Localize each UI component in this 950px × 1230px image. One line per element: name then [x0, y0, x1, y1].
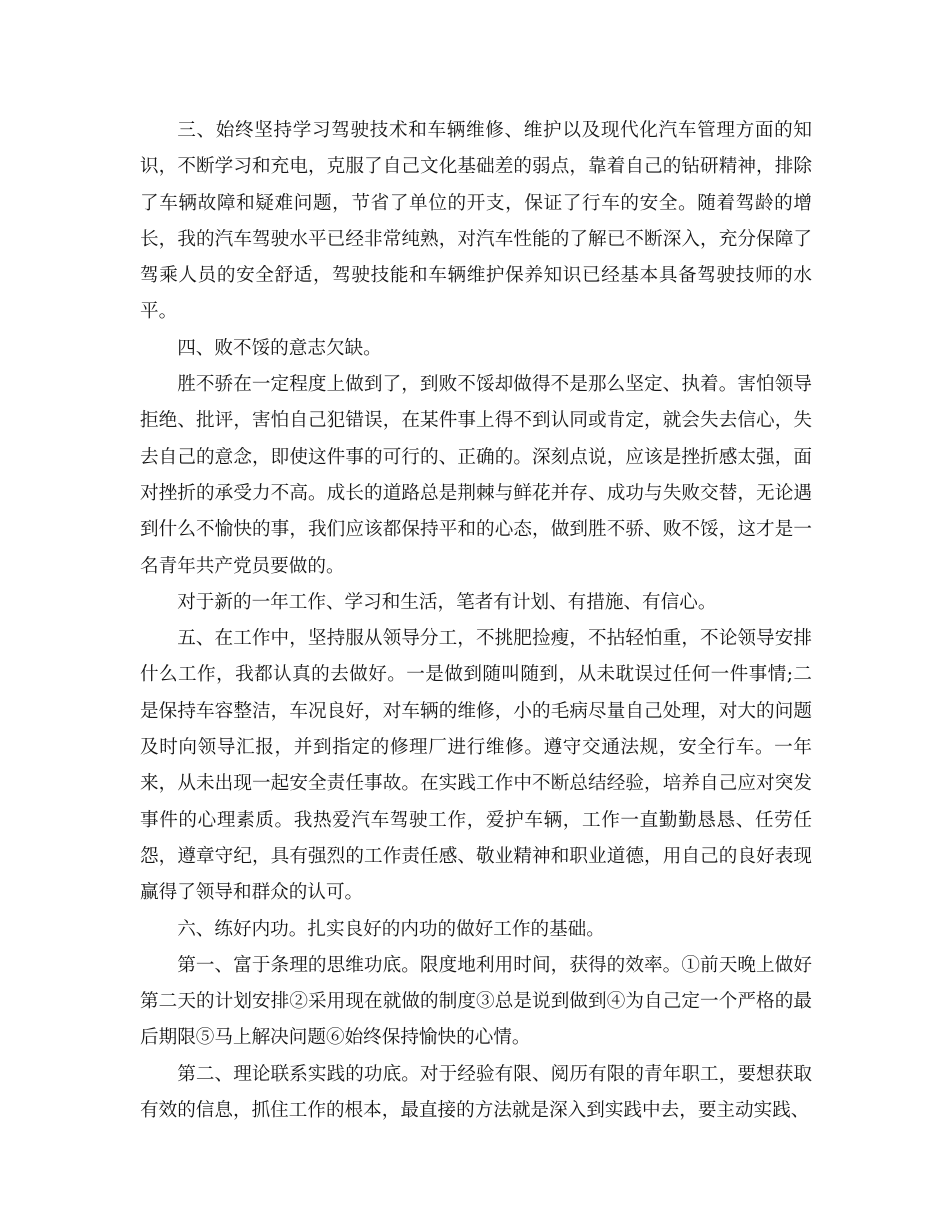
paragraph-heading-five: 五、在工作中，坚持服从领导分工，不挑肥捡瘦，不拈轻怕重，不论领导安排什么工作，我都认真的去做好。一是做到随叫随到，从未耽误过任何一件事情;二是保持车容整洁，车况良好，对车辆的维修，小的毛病尽量自己处理，对大的问题及时向领导汇报，并到指定的修理厂进行维修。遵守交通法规，安全行车。一年来，从未出现一起安全责任事故。在实践工作中不断总结经验，培养自己应对突发事件的心理素质。我热爱汽车驾驶工作，爱护车辆，工作一直勤勤恳恳、任劳任怨，遵章守纪，具有强烈的工作责任感、敬业精神和职业道德，用自己的良好表现赢得了领导和群众的认可。	[140, 628, 812, 904]
paragraph-heading-six: 六、练好内功。扎实良好的内功的做好工作的基础。	[177, 918, 605, 940]
document-body	[140, 113, 812, 1129]
paragraph-second-skill: 第二、理论联系实践的功底。对于经验有限、阅历有限的青年职工，要想获取有效的信息，抓住工作的根本，最直接的方法就是深入到实践中去，要主动实践、	[140, 1063, 812, 1122]
paragraph-new-year-plan: 对于新的一年工作、学习和生活，笔者有计划、有措施、有信心。	[177, 591, 717, 613]
paragraph-first-skill: 第一、富于条理的思维功底。限度地利用时间，获得的效率。①前天晚上做好第二天的计划安排②采用现在就做的制度③总是说到做到④为自己定一个严格的最后期限⑤马上解决问题⑥始终保持愉快的心情。	[140, 954, 812, 1049]
paragraph-maintenance-skills: 三、始终坚持学习驾驶技术和车辆维修、维护以及现代化汽车管理方面的知识，不断学习和充电，克服了自己文化基础差的弱点，靠着自己的钻研精神，排除了车辆故障和疑难问题，节省了单位的开支，保证了行车的安全。随着驾龄的增长，我的汽车驾驶水平已经非常纯熟，对汽车性能的了解已不断深入，充分保障了驾乘人员的安全舒适，驾驶技能和车辆维护保养知识已经基本具备驾驶技师的水平。	[140, 120, 812, 323]
paragraph-resilience: 胜不骄在一定程度上做到了，到败不馁却做得不是那么坚定、执着。害怕领导拒绝、批评，害怕自己犯错误，在某件事上得不到认同或肯定，就会失去信心，失去自己的意念，即使这件事的可行的、正确的。深刻点说，应该是挫折感太强，面对挫折的承受力不高。成长的道路总是荆棘与鲜花并存、成功与失败交替，无论遇到什么不愉快的事，我们应该都保持平和的心态，做到胜不骄、败不馁，这才是一名青年共产党员要做的。	[140, 374, 812, 577]
paragraph-heading-four: 四、败不馁的意志欠缺。	[177, 337, 382, 359]
